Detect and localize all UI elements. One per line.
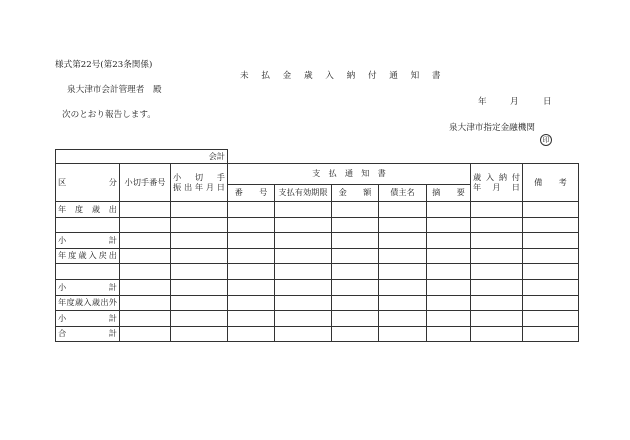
table-cell[interactable] [275, 311, 332, 327]
report-text: 次のとおり報告します。 [62, 110, 156, 120]
header-bango: 番 号 [228, 185, 275, 202]
table-cell[interactable] [471, 311, 523, 327]
table-cell[interactable] [120, 326, 171, 342]
table-cell[interactable] [171, 202, 228, 218]
header-revenue-date [471, 164, 523, 202]
table-row [56, 264, 579, 280]
ledger-table [55, 149, 579, 342]
header-revenue-date-line2: 年 月 日 [473, 181, 520, 192]
table-cell[interactable] [379, 264, 427, 280]
header-summary: 摘 要 [427, 185, 471, 202]
table-cell[interactable] [171, 233, 228, 249]
table-row [56, 217, 579, 233]
table-cell[interactable] [523, 279, 579, 295]
table-cell[interactable] [471, 202, 523, 218]
table-cell[interactable] [228, 248, 275, 264]
header-check-issue-date-line2: 振出年月日 [173, 181, 225, 192]
table-cell[interactable] [171, 264, 228, 280]
table-cell[interactable] [471, 217, 523, 233]
row-label: 小 計 [56, 311, 120, 327]
table-row [56, 326, 579, 342]
table-cell[interactable] [523, 295, 579, 311]
row-label: 年度歳入歳出外 [56, 295, 120, 311]
row-label: 小 計 [56, 233, 120, 249]
table-cell[interactable] [471, 248, 523, 264]
seal-mark: 印 [540, 134, 552, 146]
table-cell[interactable] [228, 311, 275, 327]
table-cell[interactable] [275, 233, 332, 249]
table-cell[interactable] [120, 279, 171, 295]
table-cell[interactable] [228, 326, 275, 342]
table-cell[interactable] [228, 279, 275, 295]
table-cell[interactable] [275, 248, 332, 264]
table-cell[interactable] [171, 311, 228, 327]
table-cell[interactable] [427, 217, 471, 233]
table-cell[interactable] [523, 311, 579, 327]
header-check-issue-date [171, 164, 228, 202]
table-cell[interactable] [379, 233, 427, 249]
table-cell[interactable] [332, 217, 379, 233]
table-cell[interactable] [427, 248, 471, 264]
table-cell[interactable] [427, 279, 471, 295]
header-payee: 債主名 [379, 185, 427, 202]
table-cell[interactable] [120, 202, 171, 218]
table-cell[interactable] [275, 295, 332, 311]
row-label: 年度歳出 [56, 202, 120, 218]
table-cell[interactable] [427, 202, 471, 218]
table-cell[interactable] [523, 233, 579, 249]
table-cell[interactable] [275, 264, 332, 280]
table-cell[interactable] [228, 295, 275, 311]
table-cell[interactable] [120, 248, 171, 264]
table-cell[interactable] [379, 279, 427, 295]
table-row [56, 202, 579, 218]
header-payment-notice: 支 払 通 知 書 [228, 164, 471, 185]
table-cell[interactable] [120, 264, 171, 280]
table-cell[interactable] [379, 311, 427, 327]
date-month-label: 月 [510, 97, 519, 107]
header-kubun: 区 分 [56, 164, 120, 202]
table-cell[interactable] [332, 264, 379, 280]
bank-name: 泉大津市指定金融機関 [449, 123, 535, 133]
header-revenue-date-line1: 歳入納付 [473, 172, 520, 183]
addressee: 泉大津市会計管理者 殿 [67, 85, 162, 95]
table-cell[interactable] [427, 233, 471, 249]
header-amount: 金 額 [332, 185, 379, 202]
table-cell[interactable] [120, 311, 171, 327]
table-cell[interactable] [523, 202, 579, 218]
table-row [56, 311, 579, 327]
table-row [56, 279, 579, 295]
table-cell[interactable] [471, 233, 523, 249]
table-cell[interactable] [332, 295, 379, 311]
table-cell[interactable] [228, 217, 275, 233]
row-label: 年度歳入戻出 [56, 248, 120, 264]
table-cell[interactable] [523, 264, 579, 280]
table-cell[interactable] [379, 217, 427, 233]
form-number: 様式第22号(第23条関係) [55, 60, 153, 70]
table-cell[interactable] [523, 248, 579, 264]
table-cell[interactable] [379, 326, 427, 342]
table-cell[interactable] [379, 295, 427, 311]
table-cell[interactable] [427, 295, 471, 311]
table-cell[interactable] [332, 233, 379, 249]
date-day-label: 日 [543, 97, 552, 107]
table-cell[interactable] [120, 295, 171, 311]
kaikei-label: 会計 [56, 150, 228, 164]
row-label: 合 計 [56, 326, 120, 342]
table-cell[interactable] [332, 248, 379, 264]
table-cell[interactable] [275, 217, 332, 233]
date-year-label: 年 [478, 97, 487, 107]
header-biko: 備 考 [523, 164, 579, 202]
table-cell[interactable] [228, 233, 275, 249]
table-cell[interactable] [171, 326, 228, 342]
row-label: 小 計 [56, 279, 120, 295]
table-row [56, 295, 579, 311]
document-title: 未 払 金 歳 入 納 付 通 知 書 [240, 71, 446, 81]
table-cell[interactable] [427, 326, 471, 342]
table-cell[interactable] [332, 326, 379, 342]
table-cell[interactable] [171, 295, 228, 311]
row-label [56, 217, 120, 233]
table-cell[interactable] [171, 217, 228, 233]
table-cell[interactable] [228, 202, 275, 218]
row-label [56, 264, 120, 280]
header-check-number: 小切手番号 [120, 164, 171, 202]
table-cell[interactable] [120, 233, 171, 249]
table-cell[interactable] [332, 279, 379, 295]
table-cell[interactable] [427, 264, 471, 280]
table-cell[interactable] [427, 311, 471, 327]
table-cell[interactable] [471, 295, 523, 311]
table-cell[interactable] [471, 326, 523, 342]
header-check-issue-date-line1: 小 切 手 [173, 172, 225, 183]
table-cell[interactable] [171, 279, 228, 295]
header-expiry: 支払有効期限 [275, 185, 332, 202]
table-cell[interactable] [332, 311, 379, 327]
table-row [56, 248, 579, 264]
table-cell[interactable] [523, 326, 579, 342]
table-cell[interactable] [228, 264, 275, 280]
table-cell[interactable] [471, 264, 523, 280]
table-cell[interactable] [379, 202, 427, 218]
table-cell[interactable] [379, 248, 427, 264]
table-cell[interactable] [275, 326, 332, 342]
table-cell[interactable] [171, 248, 228, 264]
table-cell[interactable] [523, 217, 579, 233]
table-row [56, 233, 579, 249]
table-cell[interactable] [471, 279, 523, 295]
table-cell[interactable] [275, 202, 332, 218]
table-cell[interactable] [120, 217, 171, 233]
table-cell[interactable] [275, 279, 332, 295]
table-cell[interactable] [332, 202, 379, 218]
